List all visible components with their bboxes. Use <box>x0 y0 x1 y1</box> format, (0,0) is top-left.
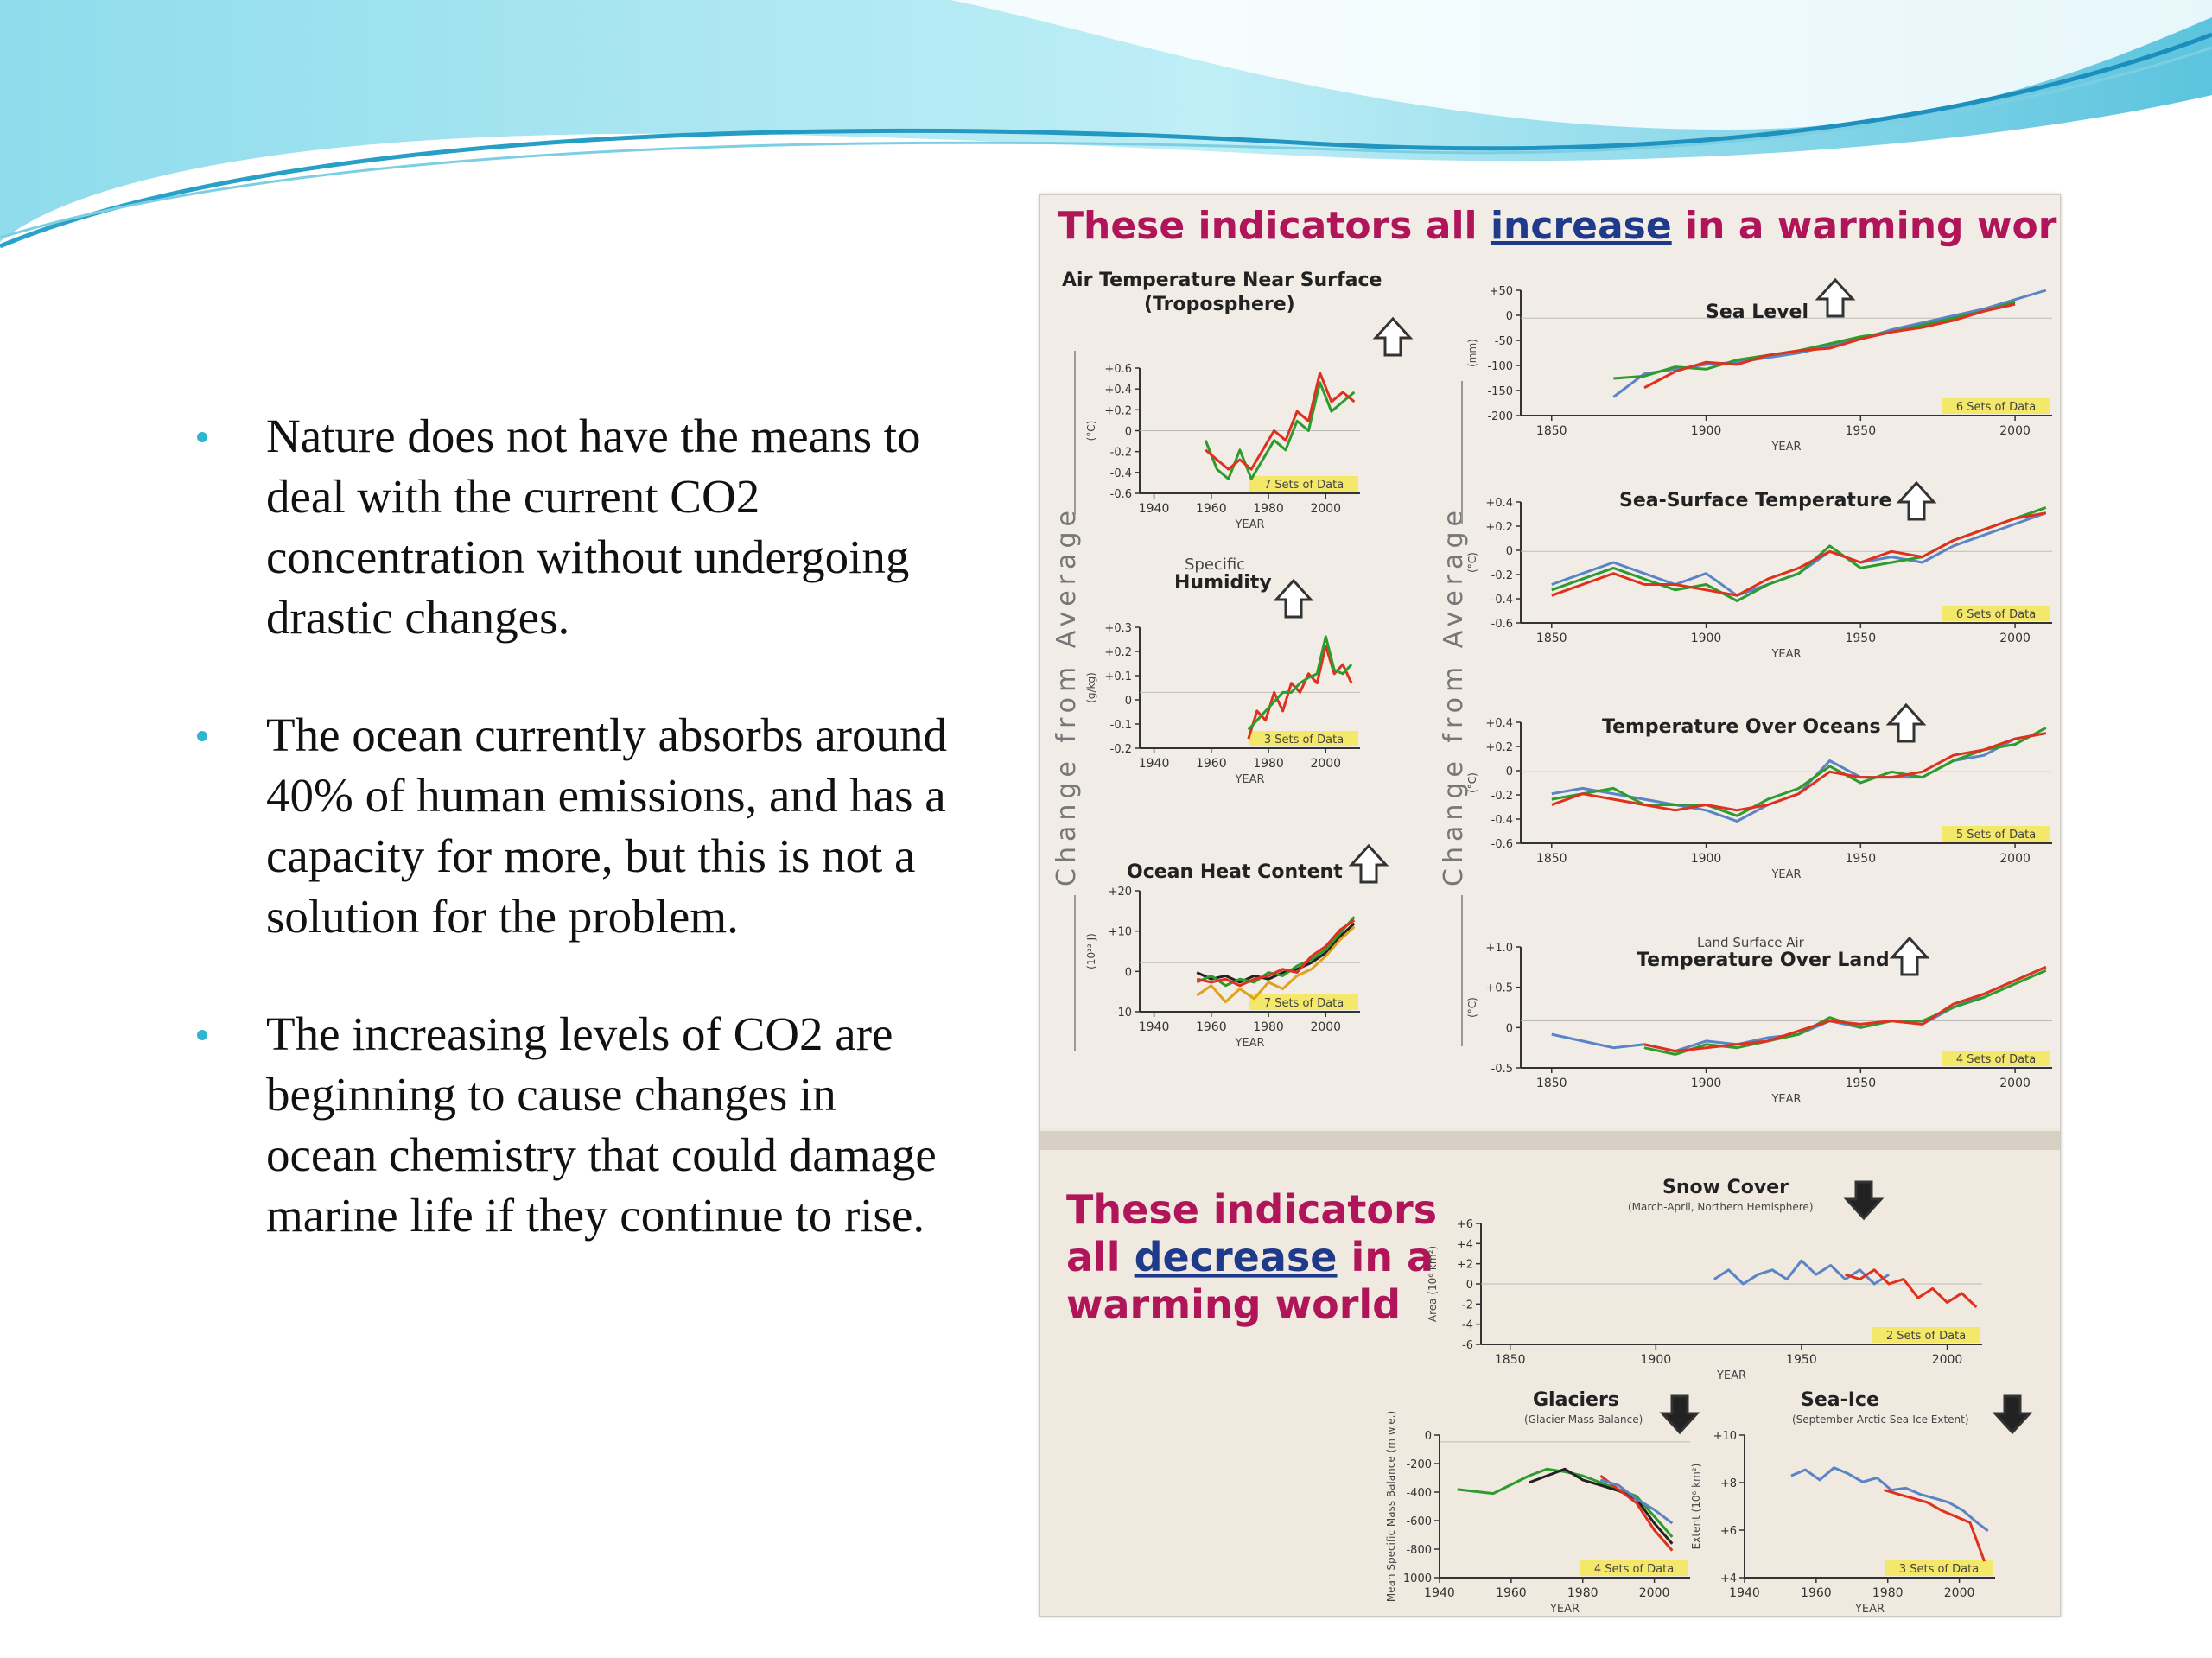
decrease-title-post: in a <box>1337 1234 1434 1280</box>
decrease-title-line1: These indicators <box>1066 1186 1438 1233</box>
x-tick-label: 1900 <box>1690 424 1722 438</box>
y-tick-label: +0.4 <box>1104 384 1132 397</box>
x-tick-label: 1950 <box>1845 852 1877 866</box>
y-tick-label: -400 <box>1406 1487 1432 1500</box>
x-tick-label: 1940 <box>1424 1586 1455 1600</box>
y-tick-label: -50 <box>1494 335 1513 348</box>
y-tick-label: -4 <box>1462 1318 1473 1332</box>
y-tick-label: +0.2 <box>1104 646 1132 659</box>
y-tick-label: -0.6 <box>1491 838 1513 851</box>
series-line <box>1249 637 1351 730</box>
indicator-chart <box>1062 270 1410 531</box>
arrow-up-icon <box>1351 846 1386 882</box>
x-axis-label: YEAR <box>1235 773 1265 786</box>
chart-subtitle: (Troposphere) <box>1144 294 1295 315</box>
chart-subtitle: (September Arctic Sea-Ice Extent) <box>1792 1413 1969 1426</box>
bullet-item <box>190 406 950 648</box>
series-line <box>1552 513 2046 596</box>
x-tick-label: 2000 <box>1999 852 2031 866</box>
y-tick-label: 0 <box>1505 545 1513 558</box>
y-tick-label: +10 <box>1713 1430 1737 1443</box>
x-tick-label: 2000 <box>1999 424 2031 438</box>
x-tick-label: 1850 <box>1535 424 1567 438</box>
bullet-dot-icon <box>197 1030 207 1040</box>
chart-title: Glaciers <box>1533 1389 1619 1411</box>
bullet-list <box>190 406 950 1303</box>
chart-title: Sea Level <box>1706 302 1809 323</box>
figure-canvas <box>1040 195 2060 1616</box>
y-tick-label: -100 <box>1487 360 1513 373</box>
x-axis-label: YEAR <box>1716 1369 1747 1382</box>
x-tick-label: 1900 <box>1690 1077 1722 1090</box>
decrease-title-line2 <box>1066 1234 1433 1280</box>
y-tick-label: +50 <box>1489 285 1513 298</box>
x-tick-label: 1900 <box>1690 852 1722 866</box>
arrow-up-icon <box>1889 705 1923 741</box>
y-tick-label: 0 <box>1505 310 1513 323</box>
x-tick-label: 1980 <box>1253 1020 1284 1034</box>
x-axis-label: YEAR <box>1854 1603 1885 1616</box>
y-tick-label: 0 <box>1465 1279 1473 1292</box>
series-line <box>1205 373 1354 469</box>
arrow-up-icon <box>1276 581 1311 617</box>
indicator-chart <box>1466 935 2052 1106</box>
x-tick-label: 2000 <box>1310 502 1342 516</box>
side-label-left: Change from Average <box>1052 505 1082 886</box>
y-tick-label: -0.1 <box>1109 719 1132 732</box>
y-tick-label: -6 <box>1462 1339 1473 1352</box>
chart-subtitle: (Glacier Mass Balance) <box>1524 1413 1643 1426</box>
x-tick-label: 1850 <box>1494 1353 1526 1367</box>
y-tick-label: -0.2 <box>1109 743 1132 756</box>
x-axis-label: YEAR <box>1235 518 1265 531</box>
y-tick-label: +0.1 <box>1104 670 1132 683</box>
y-tick-label: 0 <box>1424 1430 1432 1443</box>
bullet-dot-icon <box>197 731 207 741</box>
data-note: 3 Sets of Data <box>1898 1563 1980 1576</box>
x-tick-label: 1980 <box>1872 1586 1904 1600</box>
x-tick-label: 2000 <box>1999 632 2031 645</box>
y-tick-label: +0.2 <box>1485 741 1513 754</box>
y-tick-label: -0.2 <box>1491 790 1513 803</box>
data-note: 6 Sets of Data <box>1955 401 2037 414</box>
y-axis-label: (°C) <box>1466 997 1478 1018</box>
data-note: 4 Sets of Data <box>1955 1053 2037 1066</box>
y-axis-label: (°C) <box>1466 552 1478 573</box>
y-tick-label: -150 <box>1487 385 1513 398</box>
chart-title: Humidity <box>1174 572 1272 594</box>
x-axis-label: YEAR <box>1771 868 1802 881</box>
data-note: 7 Sets of Data <box>1263 997 1344 1010</box>
data-note: 2 Sets of Data <box>1885 1330 1967 1343</box>
y-tick-label: -0.6 <box>1491 618 1513 631</box>
decrease-title-pre: all <box>1066 1234 1135 1280</box>
bullet-item <box>190 705 950 947</box>
y-tick-label: -0.5 <box>1491 1063 1513 1076</box>
y-tick-label: -0.4 <box>1109 467 1132 480</box>
y-tick-label: +2 <box>1456 1258 1473 1272</box>
x-tick-label: 1960 <box>1195 502 1227 516</box>
y-axis-label: Mean Specific Mass Balance (m w.e.) <box>1385 1410 1397 1603</box>
y-tick-label: -10 <box>1113 1007 1132 1020</box>
y-tick-label: -200 <box>1487 410 1513 423</box>
arrow-up-icon <box>1818 280 1853 316</box>
x-tick-label: 1850 <box>1535 852 1567 866</box>
indicator-chart <box>1466 705 2052 881</box>
y-tick-label: +1.0 <box>1485 942 1513 955</box>
y-tick-label: -0.2 <box>1491 569 1513 582</box>
arrow-up-icon <box>1892 938 1927 975</box>
x-tick-label: 1960 <box>1195 1020 1227 1034</box>
y-tick-label: +4 <box>1719 1572 1737 1585</box>
y-tick-label: -200 <box>1406 1458 1432 1471</box>
x-tick-label: 1980 <box>1567 1586 1599 1600</box>
decrease-title <box>1066 1186 1437 1328</box>
chart-title: Snow Cover <box>1662 1177 1789 1198</box>
x-axis-label: YEAR <box>1771 1093 1802 1106</box>
arrow-up-icon <box>1376 319 1410 355</box>
x-tick-label: 1950 <box>1845 632 1877 645</box>
decrease-title-emph: decrease <box>1134 1234 1338 1280</box>
x-tick-label: 1980 <box>1253 502 1284 516</box>
climate-indicators-figure <box>1039 194 2061 1617</box>
y-tick-label: +0.2 <box>1104 404 1132 418</box>
series-line <box>1552 967 2046 1051</box>
chart-subtitle: Specific <box>1185 556 1246 574</box>
y-tick-label: -800 <box>1406 1544 1432 1557</box>
y-axis-label: Extent (10⁶ km²) <box>1690 1463 1702 1550</box>
x-tick-label: 1940 <box>1138 757 1170 771</box>
y-tick-label: +6 <box>1719 1525 1737 1538</box>
chart-subtitle: Land Surface Air <box>1697 935 1804 950</box>
y-tick-label: +0.5 <box>1485 981 1513 995</box>
x-axis-label: YEAR <box>1235 1037 1265 1050</box>
x-tick-label: 2000 <box>1943 1586 1975 1600</box>
x-tick-label: 1950 <box>1786 1353 1817 1367</box>
x-tick-label: 1950 <box>1845 424 1877 438</box>
y-tick-label: 0 <box>1124 966 1132 980</box>
y-tick-label: +0.4 <box>1485 497 1513 510</box>
section-divider <box>1040 1131 2060 1150</box>
y-axis-label: (°C) <box>1085 420 1097 441</box>
y-tick-label: -600 <box>1406 1515 1432 1528</box>
x-tick-label: 1850 <box>1535 632 1567 645</box>
chart-title: Temperature Over Oceans <box>1602 716 1881 738</box>
y-tick-label: +0.6 <box>1104 363 1132 376</box>
y-tick-label: +4 <box>1456 1238 1473 1252</box>
arrow-up-icon <box>1899 483 1934 519</box>
y-axis-label: Area (10⁶ km²) <box>1427 1245 1439 1323</box>
y-tick-label: 0 <box>1124 425 1132 439</box>
x-tick-label: 1960 <box>1801 1586 1832 1600</box>
side-label-right: Change from Average <box>1439 505 1469 886</box>
y-tick-label: +0.3 <box>1104 622 1132 635</box>
x-tick-label: 1900 <box>1640 1353 1672 1367</box>
chart-title: Temperature Over Land <box>1637 950 1890 971</box>
chart-title: Air Temperature Near Surface <box>1062 270 1382 291</box>
data-note: 7 Sets of Data <box>1263 479 1344 492</box>
x-axis-label: YEAR <box>1771 441 1802 454</box>
x-tick-label: 1940 <box>1138 502 1170 516</box>
y-tick-label: -1000 <box>1399 1572 1432 1585</box>
y-tick-label: +10 <box>1108 925 1132 939</box>
x-tick-label: 1980 <box>1253 757 1284 771</box>
x-tick-label: 1960 <box>1195 757 1227 771</box>
indicator-chart <box>1085 846 1386 1050</box>
series-line <box>1644 967 2046 1051</box>
y-tick-label: -0.4 <box>1491 814 1513 827</box>
x-tick-label: 1940 <box>1729 1586 1760 1600</box>
series-line <box>1197 927 1354 1002</box>
data-note: 5 Sets of Data <box>1955 829 2037 842</box>
increase-title-pre: These indicators all <box>1058 204 1491 248</box>
x-axis-label: YEAR <box>1771 648 1802 661</box>
series-line <box>1552 507 2046 600</box>
y-axis-label: (mm) <box>1466 339 1478 367</box>
bullet-text: Nature does not have the means to deal with the current CO2 concentration without undergoing drastic changes. <box>266 410 921 644</box>
x-tick-label: 2000 <box>1310 1020 1342 1034</box>
y-tick-label: -0.4 <box>1491 594 1513 607</box>
increase-title-post: in a warming world <box>1671 204 2060 248</box>
bullet-text: The ocean currently absorbs around 40% of human emissions, and has a capacity for more, but this is not a solution for the problem. <box>266 708 948 943</box>
x-tick-label: 1900 <box>1690 632 1722 645</box>
series-line <box>1552 734 2046 822</box>
chart-title: Sea-Ice <box>1801 1389 1879 1411</box>
x-tick-label: 1940 <box>1138 1020 1170 1034</box>
y-tick-label: +0.2 <box>1485 521 1513 534</box>
indicator-chart <box>1085 556 1360 786</box>
data-note: 3 Sets of Data <box>1263 734 1344 746</box>
y-tick-label: -0.2 <box>1109 446 1132 460</box>
indicator-chart <box>1466 483 2052 661</box>
indicator-chart <box>1466 280 2052 454</box>
series-line <box>1552 513 2046 596</box>
x-tick-label: 1960 <box>1496 1586 1527 1600</box>
y-tick-label: -0.6 <box>1109 488 1132 501</box>
decrease-title-line3: warming world <box>1066 1281 1402 1328</box>
y-tick-label: +6 <box>1456 1218 1473 1231</box>
y-tick-label: 0 <box>1124 695 1132 708</box>
y-tick-label: 0 <box>1505 765 1513 778</box>
x-axis-label: YEAR <box>1549 1603 1580 1616</box>
chart-title: Ocean Heat Content <box>1127 861 1343 883</box>
x-tick-label: 2000 <box>1931 1353 1963 1367</box>
y-axis-label: (g/kg) <box>1085 672 1097 703</box>
y-tick-label: -2 <box>1462 1299 1473 1312</box>
chart-subtitle: (March-April, Northern Hemisphere) <box>1628 1201 1814 1213</box>
series-line <box>1613 302 2015 378</box>
y-tick-label: +20 <box>1108 886 1132 899</box>
y-axis-label: (10²² J) <box>1085 933 1097 969</box>
bullet-item <box>190 1004 950 1246</box>
y-axis-label: (°C) <box>1466 772 1478 793</box>
increase-title <box>1058 204 2060 248</box>
y-tick-label: 0 <box>1505 1022 1513 1036</box>
data-note: 4 Sets of Data <box>1593 1563 1675 1576</box>
x-tick-label: 1850 <box>1535 1077 1567 1090</box>
y-tick-label: +0.4 <box>1485 717 1513 730</box>
x-tick-label: 1950 <box>1845 1077 1877 1090</box>
data-note: 6 Sets of Data <box>1955 608 2037 621</box>
y-tick-label: +8 <box>1719 1477 1737 1490</box>
x-tick-label: 2000 <box>1310 757 1342 771</box>
x-tick-label: 2000 <box>1638 1586 1670 1600</box>
chart-title: Sea-Surface Temperature <box>1619 490 1892 511</box>
increase-title-emph: increase <box>1490 204 1672 248</box>
bullet-text: The increasing levels of CO2 are beginning to cause changes in ocean chemistry that could damage marine life if they continue to rise. <box>266 1007 937 1242</box>
bullet-dot-icon <box>197 432 207 442</box>
x-tick-label: 2000 <box>1999 1077 2031 1090</box>
